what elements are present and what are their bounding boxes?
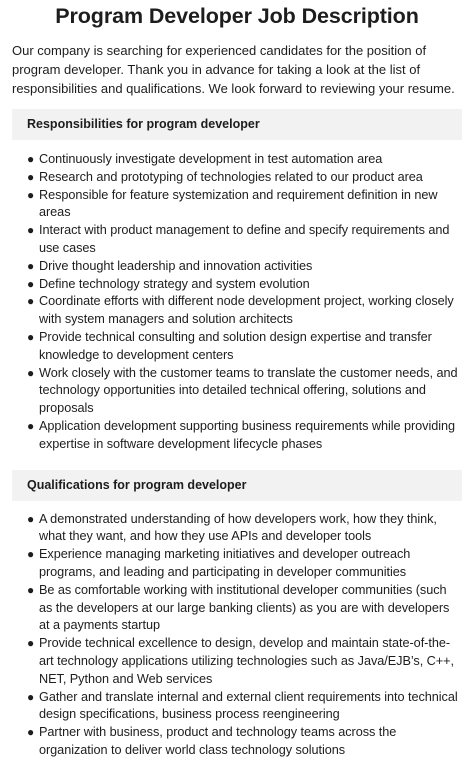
bullet-icon: ● bbox=[27, 511, 35, 526]
list-item: ● Define technology strategy and system evolution bbox=[27, 276, 462, 294]
bullet-icon: ● bbox=[27, 689, 35, 704]
responsibilities-list bbox=[12, 151, 462, 454]
bullet-icon: ● bbox=[27, 258, 35, 273]
bullet-icon: ● bbox=[27, 276, 35, 291]
responsibilities-heading: Responsibilities for program developer bbox=[12, 109, 462, 140]
bullet-icon: ● bbox=[27, 152, 35, 166]
list-item: ● Experience managing marketing initiatives and developer outreach programs, and leading and participating in developer communities bbox=[27, 547, 411, 579]
list-item: ● Research and prototyping of technologies related to our product area bbox=[27, 169, 462, 187]
qualifications-heading: Qualifications for program developer bbox=[12, 470, 462, 501]
list-item: ● Interact with product management to define and specify requirements and use cases bbox=[27, 223, 450, 255]
list-item: ● Partner with business, product and technology teams across the organization to deliver world class technology solutions bbox=[27, 725, 397, 757]
bullet-icon: ● bbox=[27, 547, 35, 562]
list-item: ● Application development supporting business requirements while providing expertise in software development lifecycle phases bbox=[27, 418, 456, 451]
list-item: ● Provide technical excellence to design, develop and maintain state-of-the-art technology applications utilizing technologies such as Java/EJB’s, C++, NET, Python and Web services bbox=[27, 636, 454, 686]
list-item: ● Be as comfortable working with institutional developer communities (such as the developers at our large banking clients) as you are with developers at a payments startup bbox=[27, 582, 450, 633]
bullet-icon: ● bbox=[27, 187, 35, 202]
bullet-icon: ● bbox=[27, 223, 35, 238]
qualifications-list bbox=[12, 511, 462, 760]
bullet-icon: ● bbox=[27, 294, 35, 309]
list-item: ● Responsible for feature systemization and requirement definition in new areas bbox=[27, 187, 438, 220]
bullet-icon: ● bbox=[27, 636, 35, 651]
list-item: ● Gather and translate internal and external client requirements into technical design specifications, business process reengineering bbox=[27, 689, 458, 722]
list-item: ● Provide technical consulting and solution design expertise and transfer knowledge to development centers bbox=[27, 329, 432, 362]
bullet-icon: ● bbox=[27, 169, 35, 184]
bullet-icon: ● bbox=[27, 582, 35, 597]
bullet-icon: ● bbox=[27, 365, 35, 380]
list-item: ● Coordinate efforts with different node development project, working closely with system managers and solution architects bbox=[27, 294, 454, 327]
list-item: ● Continuously investigate development in test automation area bbox=[27, 151, 462, 169]
bullet-icon: ● bbox=[27, 329, 35, 344]
list-item: ● A demonstrated understanding of how developers work, how they think, what they want, and how they use APIs and developer tools bbox=[27, 511, 437, 544]
page-title: Program Developer Job Description bbox=[55, 4, 419, 28]
list-item: ● Drive thought leadership and innovation activities bbox=[27, 258, 462, 276]
bullet-icon: ● bbox=[27, 725, 35, 740]
intro-paragraph: Our company is searching for experienced candidates for the position of program developer. Thank you in advance for taking a look at the list of responsibilities and qualifications. We look forward to reviewing your resume. bbox=[12, 43, 455, 96]
bullet-icon: ● bbox=[27, 418, 35, 433]
list-item: ● Work closely with the customer teams to translate the customer needs, and technology opportunities into detailed technical offering, solutions and proposals bbox=[27, 365, 458, 416]
